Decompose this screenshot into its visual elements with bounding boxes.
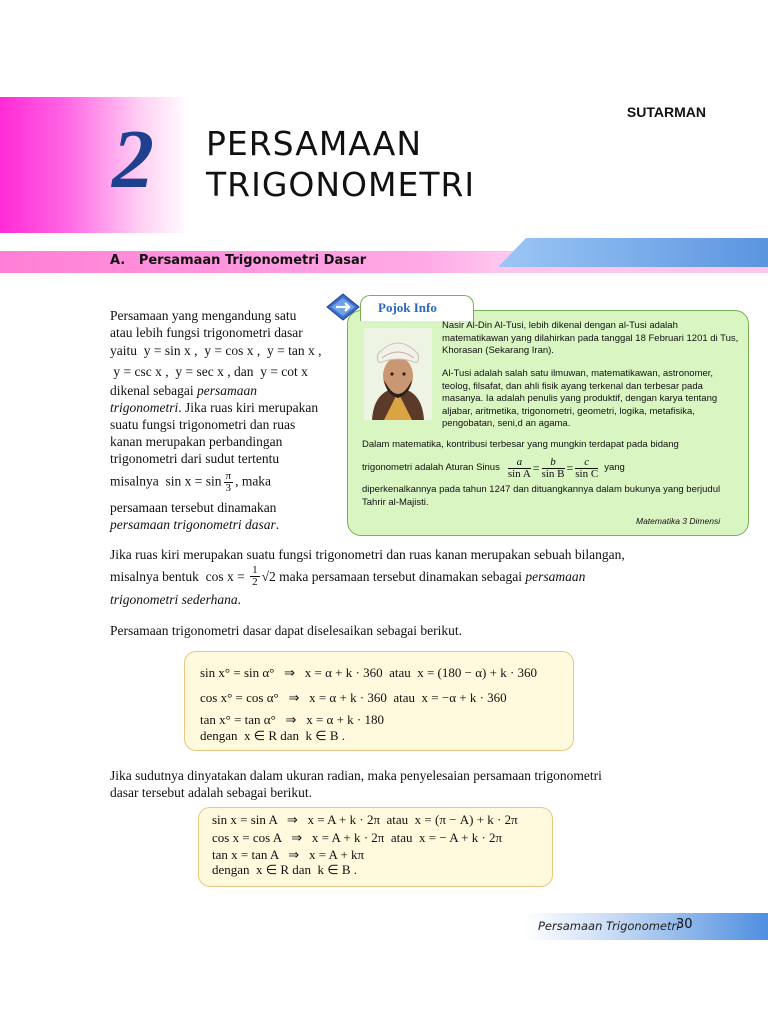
- formula-line: tan x° = tan α° ⇒ x = α + k · 180: [200, 712, 384, 727]
- sine-rule-a: $\frac{a}{\text{sin A}}$: [507, 456, 531, 480]
- section-title: A. Persamaan Trigonometri Dasar: [110, 253, 367, 268]
- formula-line: dengan x ∈ R dan k ∈ B .: [212, 862, 358, 877]
- info-paragraph-4: diperkenalkannya pada tahun 1247 dan dituangkannya dalam bukunya yang berjudul Tahrir al-Majisti.: [362, 484, 721, 508]
- sine-rule-c: $\frac{c}{\text{sin C}}$: [575, 456, 599, 480]
- intro-line: suatu fungsi trigonometri dan ruas: [110, 417, 296, 432]
- info-paragraph-2: Al-Tusi adalah salah satu ilmuwan, matematikawan, astronomer, teolog, filsafat, dan ahli fisik ayang terkenal dan terbesar pada masanya. Ia adalah penulis yang produktif, dengan karya tentang aljabar, aritmetika, trigonometri, geometri, logika, metafisika, pengobatan, seni,d an agama.: [442, 368, 718, 429]
- chapter-title: [206, 123, 475, 205]
- intro-line: kanan merupakan perbandingan: [110, 434, 283, 449]
- sine-rule-b: $\frac{b}{\text{sin B}}$: [541, 456, 565, 480]
- intro-line: atau lebih fungsi trigonometri dasar: [110, 325, 303, 340]
- intro-line: yaitu y = sin x , y = cos x , y = tan x ,: [110, 343, 322, 358]
- info-paragraph-3: Dalam matematika, kontribusi terbesar yang mungkin terdapat pada bidang trigonometri adalah Aturan Sinus $\frac{a}{\text{sin A}}$ = $\frac{b}{\text{sin B}}$ = $\frac{c}{\text{sin C}}$ yang: [362, 439, 679, 480]
- section-bar-accent: [498, 238, 768, 267]
- page-number: 30: [676, 917, 693, 932]
- intro-line: y = csc x , y = sec x , dan y = cot x: [110, 364, 308, 379]
- formula-line: tan x = tan A ⇒ x = A + kπ: [212, 847, 365, 862]
- formula-line: sin x = sin A ⇒ x = A + k · 2π atau x = (π − A) + k · 2π: [212, 812, 518, 827]
- pi-over-3-fraction: $\frac{\pi}{3}$: [225, 470, 232, 494]
- intro-line: Persamaan yang mengandung satu: [110, 308, 297, 323]
- paragraph-line: Jika sudutnya dinyatakan dalam ukuran radian, maka penyelesaian persamaan trigonometri: [110, 768, 602, 783]
- intro-line: persamaan trigonometri dasar.: [110, 517, 280, 532]
- formula-line: sin x° = sin α° ⇒ x = α + k · 360 atau x = (180 − α) + k · 360: [200, 665, 538, 680]
- formula-line: dengan x ∈ R dan k ∈ B .: [200, 728, 346, 743]
- author-name: SUTARMAN: [626, 104, 706, 120]
- arrow-badge-icon: [326, 293, 360, 321]
- formula-line: cos x° = cos α° ⇒ x = α + k · 360 atau x = −α + k · 360: [200, 690, 507, 705]
- intro-line: trigonometri dari sudut tertentu: [110, 451, 280, 466]
- intro-line: misalnya sin x = sin $\frac{\pi}{3}$ , maka: [110, 470, 272, 494]
- paragraph-2: [110, 546, 670, 608]
- paragraph-4: [110, 767, 602, 801]
- intro-paragraph: [110, 307, 335, 533]
- chapter-title-line1: PERSAMAAN: [206, 124, 423, 163]
- paragraph-line: trigonometri sederhana.: [110, 592, 241, 607]
- chapter-band: [0, 97, 190, 233]
- chapter-number: 2: [112, 113, 154, 206]
- half-fraction: $\frac{1}{2}$: [252, 563, 258, 588]
- footer-title: Persamaan Trigonometri: [538, 919, 680, 933]
- paragraph-3: Persamaan trigonometri dasar dapat diselesaikan sebagai berikut.: [110, 623, 463, 638]
- paragraph-line: Jika ruas kiri merupakan suatu fungsi trigonometri dan ruas kanan merupakan sebuah bilangan,: [110, 547, 625, 562]
- info-paragraph-1: Nasir Al-Din Al-Tusi, lebih dikenal dengan al-Tusi adalah matematikawan yang dilahirkan pada tanggal 18 Februari 1201 di Tus, Khorasan (Sekarang Iran).: [442, 320, 739, 356]
- al-tusi-portrait: [364, 328, 432, 420]
- intro-line: persamaan tersebut dinamakan: [110, 500, 277, 515]
- chapter-title-line2: TRIGONOMETRI: [206, 165, 476, 204]
- info-source: Matematika 3 Dimensi: [636, 516, 721, 526]
- pojok-info-label: Pojok Info: [378, 300, 437, 315]
- paragraph-line: misalnya bentuk cos x = $\frac{1}{2}$ √2 maka persamaan tersebut dinamakan sebagai persamaan: [110, 563, 586, 588]
- paragraph-line: dasar tersebut adalah sebagai berikut.: [110, 785, 313, 800]
- formula-line: cos x = cos A ⇒ x = A + k · 2π atau x = − A + k · 2π: [212, 830, 503, 845]
- intro-line: trigonometri. Jika ruas kiri merupakan: [110, 400, 319, 415]
- intro-line: dikenal sebagai persamaan: [110, 383, 257, 398]
